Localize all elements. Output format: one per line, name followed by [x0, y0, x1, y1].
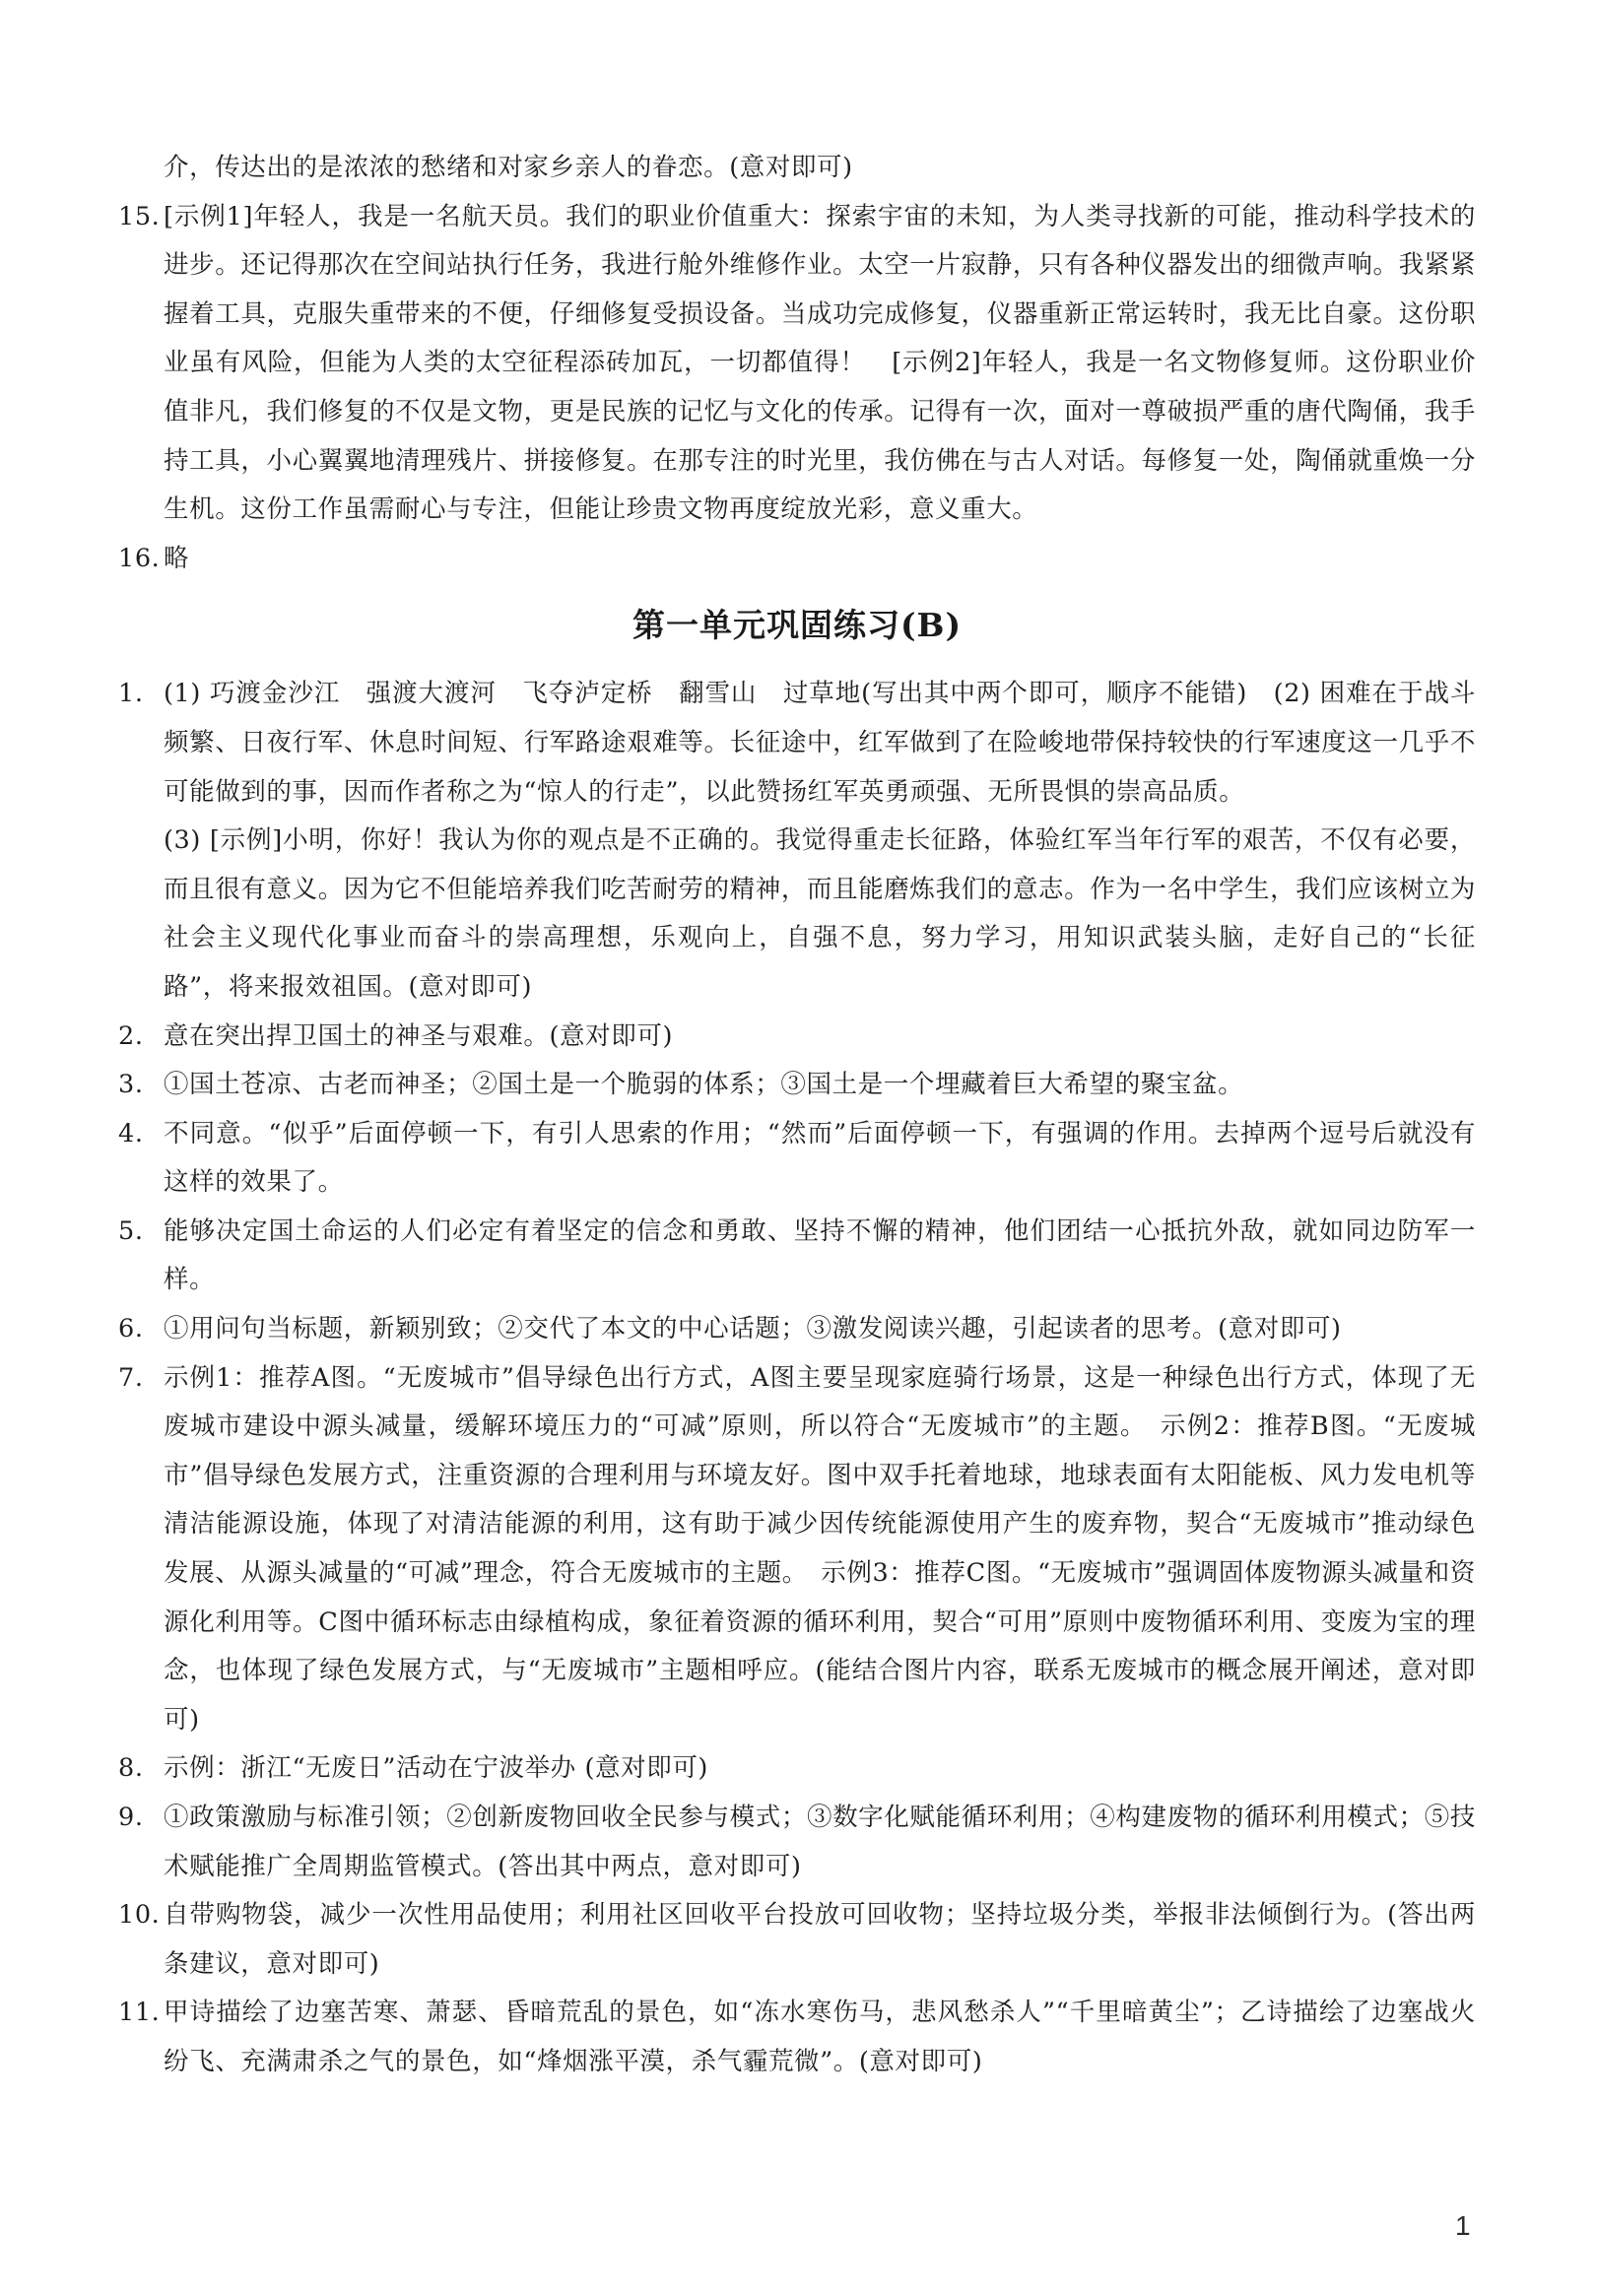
item-text: 意在突出捍卫国土的神圣与艰难。(意对即可) — [164, 1020, 673, 1051]
item-text: (1) 巧渡金沙江 强渡大渡河 飞夺泸定桥 翻雪山 过草地(写出其中两个即可，顺序不能错) (2) 困难在于战斗频繁、日夜行军、休息时间短、行军路途艰难等。长征途中，红军做到了在险峻地带保持较快的行军速度这一几乎不可能做到的事，因而作者称之为“惊人的行走”，以此赞扬红军英勇顽强、无所畏惧的崇高品质。 — [164, 679, 1476, 807]
item-text-continuation: (3) [示例]小明，你好！我认为你的观点是不正确的。我觉得重走长征路，体验红军当年行军的艰苦，不仅有必要，而且很有意义。因为它不但能培养我们吃苦耐劳的精神，而且能磨炼我们的意志。作为一名中学生，我们应该树立为社会主义现代化事业而奋斗的崇高理想，乐观向上，自强不息，努力学习，用知识武装头脑，走好自己的“长征路”，将来报效祖国。(意对即可) — [164, 825, 1476, 1002]
item-number: 9. — [118, 1803, 144, 1832]
answer-item-2 — [118, 1013, 1476, 1062]
item-number: 16. — [118, 543, 161, 573]
item-text: 不同意。“似乎”后面停顿一下，有引人思索的作用；“然而”后面停顿一下，有强调的作用。去掉两个逗号后就没有这样的效果了。 — [164, 1118, 1476, 1198]
item-text: 示例1：推荐A图。“无废城市”倡导绿色出行方式，A图主要呈现家庭骑行场景，这是一种绿色出行方式，体现了无废城市建设中源头减量，缓解环境压力的“可减”原则，所以符合“无废城市”的主题。 示例2：推荐B图。“无废城市”倡导绿色发展方式，注重资源的合理利用与环境友好。图中双手托着地球，地球表面有太阳能板、风力发电机等清洁能源设施，体现了对清洁能源的利用，这有助于减少因传统能源使用产生的废弃物，契合“无废城市”推动绿色发展、从源头减量的“可减”理念，符合无废城市的主题。 示例3：推荐C图。“无废城市”强调固体废物源头减量和资源化利用等。C图中循环标志由绿植构成，象征着资源的循环利用，契合“可用”原则中废物循环利用、变废为宝的理念，也体现了绿色发展方式，与“无废城市”主题相呼应。(能结合图片内容，联系无废城市的概念展开阐述，意对即可) — [164, 1362, 1476, 1735]
answer-item-1-part-3 — [118, 817, 1476, 1012]
answer-item-4 — [118, 1110, 1476, 1208]
answer-item-3 — [118, 1061, 1476, 1110]
item-number: 8. — [118, 1753, 144, 1784]
item-number: 4. — [118, 1118, 144, 1148]
answer-item-10 — [118, 1891, 1476, 1989]
answer-item-5 — [118, 1208, 1476, 1305]
item-number: 7. — [118, 1362, 144, 1393]
item-number: 11. — [118, 1998, 161, 2028]
answer-item-8 — [118, 1744, 1476, 1794]
item-number: 15. — [118, 201, 161, 231]
item-text: 自带购物袋，减少一次性用品使用；利用社区回收平台投放可回收物；坚持垃圾分类，举报非法倾倒行为。(答出两条建议，意对即可) — [164, 1900, 1476, 1979]
item-number: 10. — [118, 1900, 161, 1931]
item-number: 5. — [118, 1215, 144, 1246]
answer-item-15 — [118, 193, 1476, 535]
item-number: 6. — [118, 1314, 144, 1345]
page-number: 1 — [1455, 2210, 1471, 2241]
item-text: 能够决定国土命运的人们必定有着坚定的信念和勇敢、坚持不懈的精神，他们团结一心抵抗外敌，就如同边防军一样。 — [164, 1215, 1476, 1295]
item-number: 2. — [118, 1020, 144, 1051]
section-title: 第一单元巩固练习(B) — [632, 606, 963, 645]
answer-item-11 — [118, 1989, 1476, 2086]
item-text: 略 — [164, 543, 190, 573]
item-text: ①国土苍凉、古老而神圣；②国土是一个脆弱的体系；③国土是一个埋藏着巨大希望的聚宝盆。 — [164, 1070, 1244, 1100]
item-text: ①政策激励与标准引领；②创新废物回收全民参与模式；③数字化赋能循环利用；④构建废物的循环利用模式；⑤技术赋能推广全周期监管模式。(答出其中两点，意对即可) — [164, 1803, 1476, 1881]
item-number: 3. — [118, 1070, 144, 1100]
item-text: ①用问句当标题，新颖别致；②交代了本文的中心话题；③激发阅读兴趣，引起读者的思考。(意对即可) — [164, 1314, 1342, 1345]
carry-over-paragraph — [118, 144, 1476, 193]
answer-item-1 — [118, 670, 1476, 817]
item-text: [示例1]年轻人，我是一名航天员。我们的职业价值重大：探索宇宙的未知，为人类寻找新的可能，推动科学技术的进步。还记得那次在空间站执行任务，我进行舱外维修作业。太空一片寂静，只有各种仪器发出的细微声响。我紧紧握着工具，克服失重带来的不便，仔细修复受损设备。当成功完成修复，仪器重新正常运转时，我无比自豪。这份职业虽有风险，但能为人类的太空征程添砖加瓦，一切都值得！ [示例2]年轻人，我是一名文物修复师。这份职业价值非凡，我们修复的不仅是文物，更是民族的记忆与文化的传承。记得有一次，面对一尊破损严重的唐代陶俑，我手持工具，小心翼翼地清理残片、拼接修复。在那专注的时光里，我仿佛在与古人对话。每修复一处，陶俑就重焕一分生机。这份工作虽需耐心与专注，但能让珍贵文物再度绽放光彩，意义重大。 — [164, 201, 1476, 525]
carry-over-text: 介，传达出的是浓浓的愁绪和对家乡亲人的眷恋。(意对即可) — [164, 153, 853, 182]
answer-item-6 — [118, 1305, 1476, 1354]
answer-item-7 — [118, 1354, 1476, 1745]
answer-content — [118, 144, 1476, 2087]
item-text: 示例：浙江“无废日”活动在宁波举办 (意对即可) — [164, 1753, 708, 1784]
item-number: 1. — [118, 679, 144, 709]
answer-item-9 — [118, 1794, 1476, 1891]
answer-item-16 — [118, 535, 1476, 584]
item-text: 甲诗描绘了边塞苦寒、萧瑟、昏暗荒乱的景色，如“冻水寒伤马，悲风愁杀人”“千里暗黄尘”；乙诗描绘了边塞战火纷飞、充满肃杀之气的景色，如“烽烟涨平漠，杀气霾荒微”。(意对即可) — [164, 1998, 1476, 2076]
